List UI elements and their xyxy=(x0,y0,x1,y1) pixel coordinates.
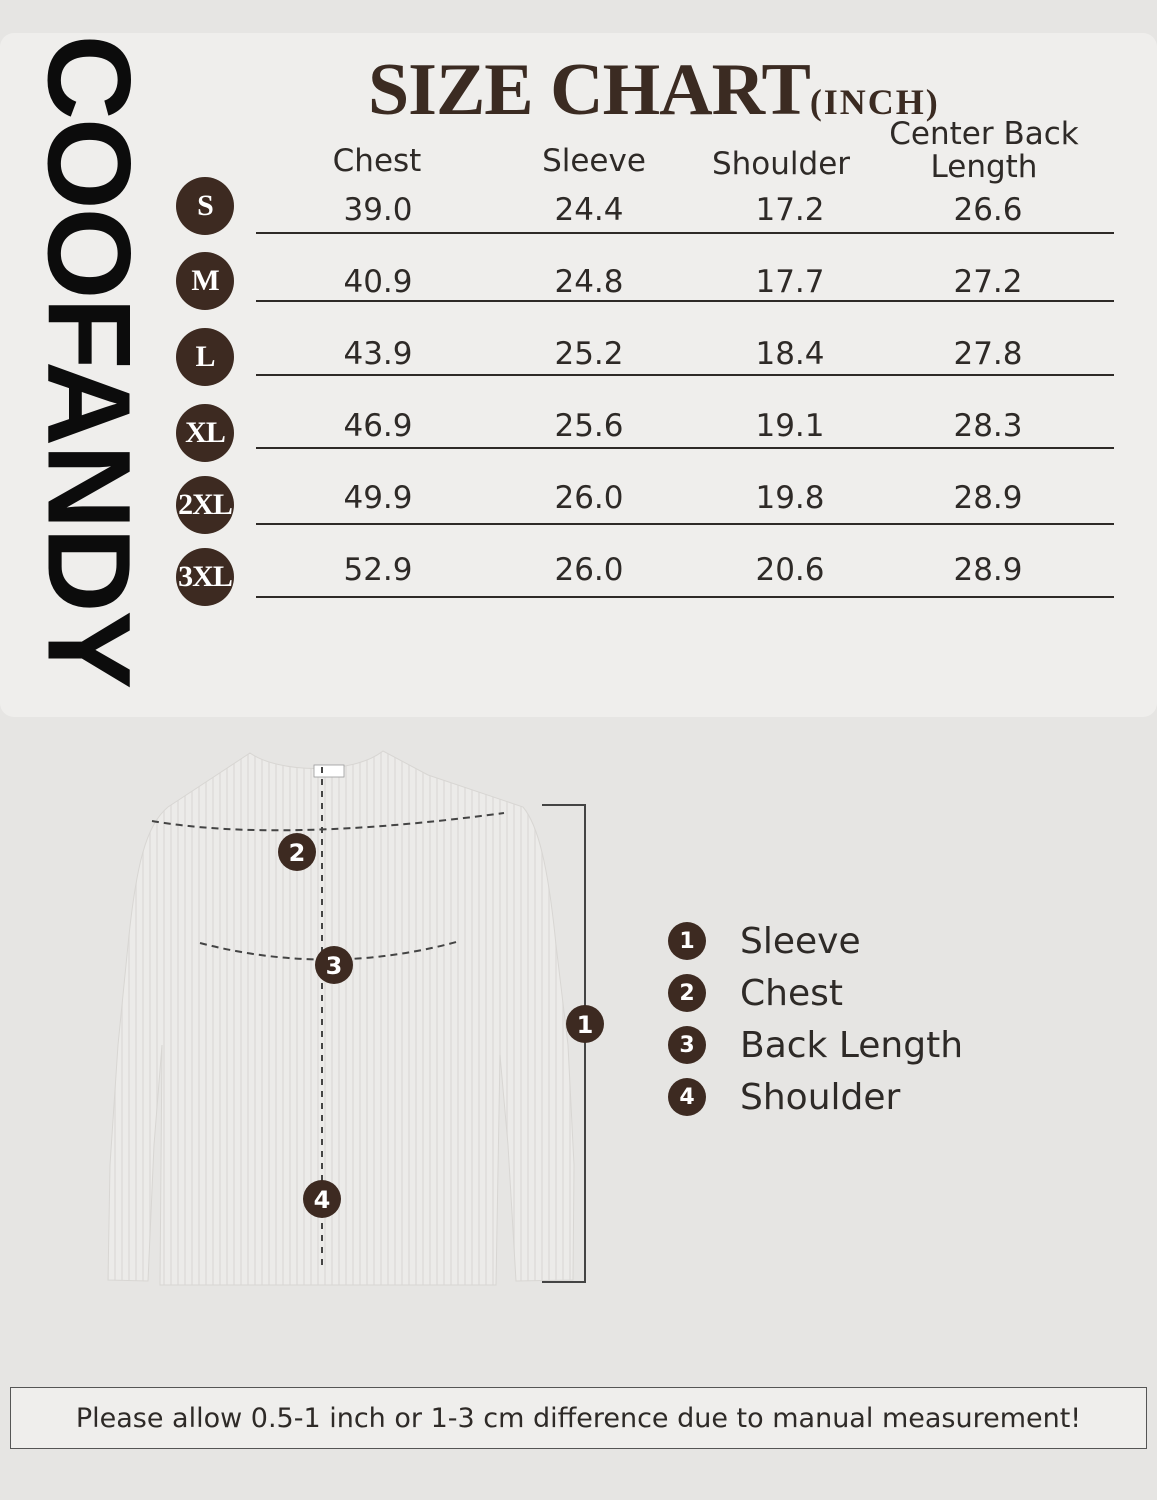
legend-number-1-icon: 1 xyxy=(668,922,706,960)
cell-sleeve: 25.6 xyxy=(554,408,624,444)
brand-name: COOFANDY xyxy=(22,34,154,687)
chart-title xyxy=(368,48,940,138)
column-header-shoulder: Shoulder xyxy=(711,146,851,182)
row-divider xyxy=(256,374,1114,376)
brand-logo-vertical xyxy=(8,34,168,687)
marker-3-icon xyxy=(315,946,353,984)
shirt-diagram xyxy=(100,745,594,1290)
shirt-illustration xyxy=(100,745,594,1290)
legend-item-chest xyxy=(668,967,963,1019)
neck-label xyxy=(314,765,344,777)
row-divider xyxy=(256,523,1114,525)
legend-number-4-icon: 4 xyxy=(668,1078,706,1116)
size-badge: 3XL xyxy=(176,548,234,606)
marker-2-icon xyxy=(278,833,316,871)
svg-text:2: 2 xyxy=(288,839,306,867)
cell-length: 28.3 xyxy=(953,408,1023,444)
legend-item-sleeve xyxy=(668,915,963,967)
cell-sleeve: 24.4 xyxy=(554,192,624,228)
cell-length: 26.6 xyxy=(953,192,1023,228)
svg-text:3: 3 xyxy=(325,952,343,980)
title-main: SIZE CHART xyxy=(368,49,810,131)
size-badge: M xyxy=(176,252,234,310)
legend-item-back-length xyxy=(668,1019,963,1071)
svg-text:4: 4 xyxy=(313,1186,331,1214)
marker-4-icon xyxy=(303,1180,341,1218)
cell-chest: 39.0 xyxy=(343,192,413,228)
cell-chest: 40.9 xyxy=(343,264,413,300)
size-badge: S xyxy=(176,177,234,235)
cell-length: 27.8 xyxy=(953,336,1023,372)
column-header-center-back-length xyxy=(864,118,1104,184)
row-divider xyxy=(256,300,1114,302)
svg-text:1: 1 xyxy=(576,1011,594,1039)
title-unit: (INCH) xyxy=(809,82,940,122)
measurement-legend xyxy=(668,915,963,1123)
row-divider xyxy=(256,447,1114,449)
cell-length: 28.9 xyxy=(953,552,1023,588)
cell-sleeve: 26.0 xyxy=(554,552,624,588)
shirt-body xyxy=(108,751,574,1285)
legend-label: Shoulder xyxy=(740,1076,901,1118)
cell-sleeve: 25.2 xyxy=(554,336,624,372)
cell-chest: 43.9 xyxy=(343,336,413,372)
size-badge: L xyxy=(176,328,234,386)
row-divider xyxy=(256,596,1114,598)
cell-chest: 49.9 xyxy=(343,480,413,516)
cell-length: 28.9 xyxy=(953,480,1023,516)
cell-length: 27.2 xyxy=(953,264,1023,300)
cell-shoulder: 20.6 xyxy=(755,552,825,588)
column-header-line2: Length xyxy=(930,149,1038,185)
size-badge: 2XL xyxy=(176,476,234,534)
legend-label: Back Length xyxy=(740,1024,964,1066)
column-header-sleeve: Sleeve xyxy=(542,143,646,179)
cell-shoulder: 19.8 xyxy=(755,480,825,516)
cell-shoulder: 17.7 xyxy=(755,264,825,300)
cell-chest: 46.9 xyxy=(343,408,413,444)
column-header-chest: Chest xyxy=(332,143,422,179)
legend-label: Chest xyxy=(740,972,843,1014)
cell-shoulder: 18.4 xyxy=(755,336,825,372)
size-badge: XL xyxy=(176,404,234,462)
legend-number-2-icon: 2 xyxy=(668,974,706,1012)
measurement-note: Please allow 0.5-1 inch or 1-3 cm difference due to manual measurement! xyxy=(10,1387,1147,1449)
marker-1-icon xyxy=(566,1005,604,1043)
column-header-line1: Center Back xyxy=(889,116,1079,152)
cell-chest: 52.9 xyxy=(343,552,413,588)
row-divider xyxy=(256,232,1114,234)
cell-shoulder: 19.1 xyxy=(755,408,825,444)
cell-sleeve: 26.0 xyxy=(554,480,624,516)
legend-item-shoulder xyxy=(668,1071,963,1123)
legend-label: Sleeve xyxy=(740,920,861,962)
legend-number-3-icon: 3 xyxy=(668,1026,706,1064)
cell-sleeve: 24.8 xyxy=(554,264,624,300)
cell-shoulder: 17.2 xyxy=(755,192,825,228)
